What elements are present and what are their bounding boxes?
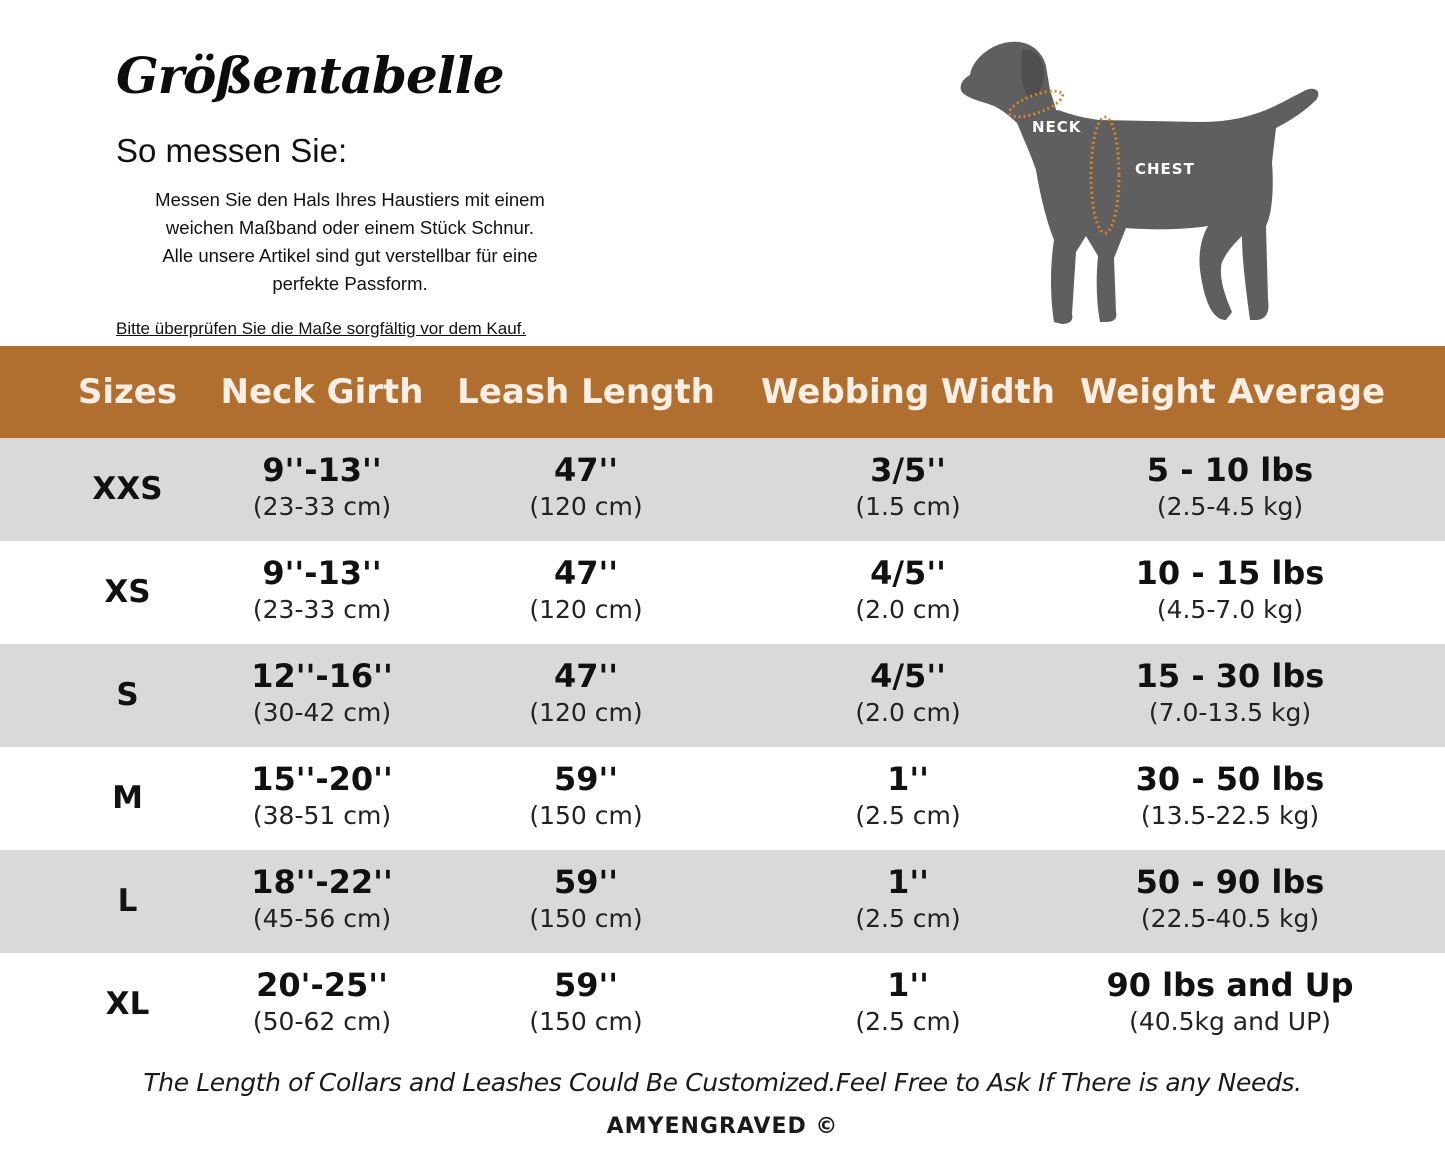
size-cell: L xyxy=(117,883,138,919)
weight-average-cell: 90 lbs and Up (40.5kg and UP) xyxy=(1106,966,1354,1036)
neck-girth-cell: 18''-22'' (45-56 cm) xyxy=(251,863,393,933)
leash-length-cell: 47'' (120 cm) xyxy=(529,451,643,521)
webbing-width-cell: 1'' (2.5 cm) xyxy=(855,760,961,830)
instruction-line: weichen Maßband oder einem Stück Schnur. xyxy=(165,217,535,238)
header-sizes: Sizes xyxy=(77,372,178,412)
header-weight-average: Weight Average xyxy=(1080,372,1386,412)
webbing-width-cell: 1'' (2.5 cm) xyxy=(855,863,961,933)
size-cell: XS xyxy=(104,574,151,610)
table-row xyxy=(0,953,1445,1056)
size-cell: M xyxy=(112,780,143,816)
instruction-line: perfekte Passform. xyxy=(272,273,428,294)
weight-average-cell: 15 - 30 lbs (7.0-13.5 kg) xyxy=(1135,657,1325,727)
weight-average-cell: 5 - 10 lbs (2.5-4.5 kg) xyxy=(1146,451,1314,521)
webbing-width-cell: 1'' (2.5 cm) xyxy=(855,966,961,1036)
size-cell: S xyxy=(116,677,139,713)
neck-girth-cell: 9''-13'' (23-33 cm) xyxy=(252,554,392,624)
neck-girth-cell: 20'-25'' (50-62 cm) xyxy=(252,966,392,1036)
header-webbing-width: Webbing Width xyxy=(760,372,1055,412)
page-title: Größentabelle xyxy=(116,46,504,105)
neck-girth-cell: 9''-13'' (23-33 cm) xyxy=(252,451,392,521)
table-row xyxy=(0,644,1445,747)
webbing-width-cell: 4/5'' (2.0 cm) xyxy=(855,657,961,727)
webbing-width-cell: 4/5'' (2.0 cm) xyxy=(855,554,961,624)
leash-length-cell: 59'' (150 cm) xyxy=(529,760,643,830)
neck-girth-cell: 15''-20'' (38-51 cm) xyxy=(251,760,393,830)
table-row xyxy=(0,747,1445,850)
leash-length-cell: 47'' (120 cm) xyxy=(529,657,643,727)
size-table xyxy=(0,346,1445,1056)
dog-body xyxy=(961,42,1319,324)
leash-length-cell: 47'' (120 cm) xyxy=(529,554,643,624)
brand-copyright: AMYENGRAVED © xyxy=(606,1114,839,1139)
table-row xyxy=(0,438,1445,541)
weight-average-cell: 10 - 15 lbs (4.5-7.0 kg) xyxy=(1135,554,1325,624)
webbing-width-cell: 3/5'' (1.5 cm) xyxy=(855,451,961,521)
header-leash-length: Leash Length xyxy=(457,372,715,412)
size-cell: XL xyxy=(105,986,150,1022)
neck-label: NECK xyxy=(1032,118,1082,136)
leash-length-cell: 59'' (150 cm) xyxy=(529,863,643,933)
how-to-measure-heading: So messen Sie: xyxy=(116,132,348,169)
table-row xyxy=(0,850,1445,953)
check-measurements-note: Bitte überprüfen Sie die Maße sorgfältig vor dem Kauf. xyxy=(116,319,527,338)
header-neck-girth: Neck Girth xyxy=(220,372,424,412)
table-row xyxy=(0,541,1445,644)
weight-average-cell: 50 - 90 lbs (22.5-40.5 kg) xyxy=(1135,863,1325,933)
chest-label: CHEST xyxy=(1135,160,1195,178)
measuring-instructions xyxy=(100,186,600,298)
weight-average-cell: 30 - 50 lbs (13.5-22.5 kg) xyxy=(1135,760,1325,830)
neck-girth-cell: 12''-16'' (30-42 cm) xyxy=(251,657,393,727)
dog-silhouette-icon xyxy=(950,30,1350,330)
size-cell: XXS xyxy=(92,471,163,507)
leash-length-cell: 59'' (150 cm) xyxy=(529,966,643,1036)
customization-note: The Length of Collars and Leashes Could Be Customized.Feel Free to Ask If There is any Needs. xyxy=(143,1068,1302,1097)
instruction-line: Messen Sie den Hals Ihres Haustiers mit einem xyxy=(155,189,545,210)
instruction-line: Alle unsere Artikel sind gut verstellbar für eine xyxy=(162,245,538,266)
table-header xyxy=(0,346,1445,438)
